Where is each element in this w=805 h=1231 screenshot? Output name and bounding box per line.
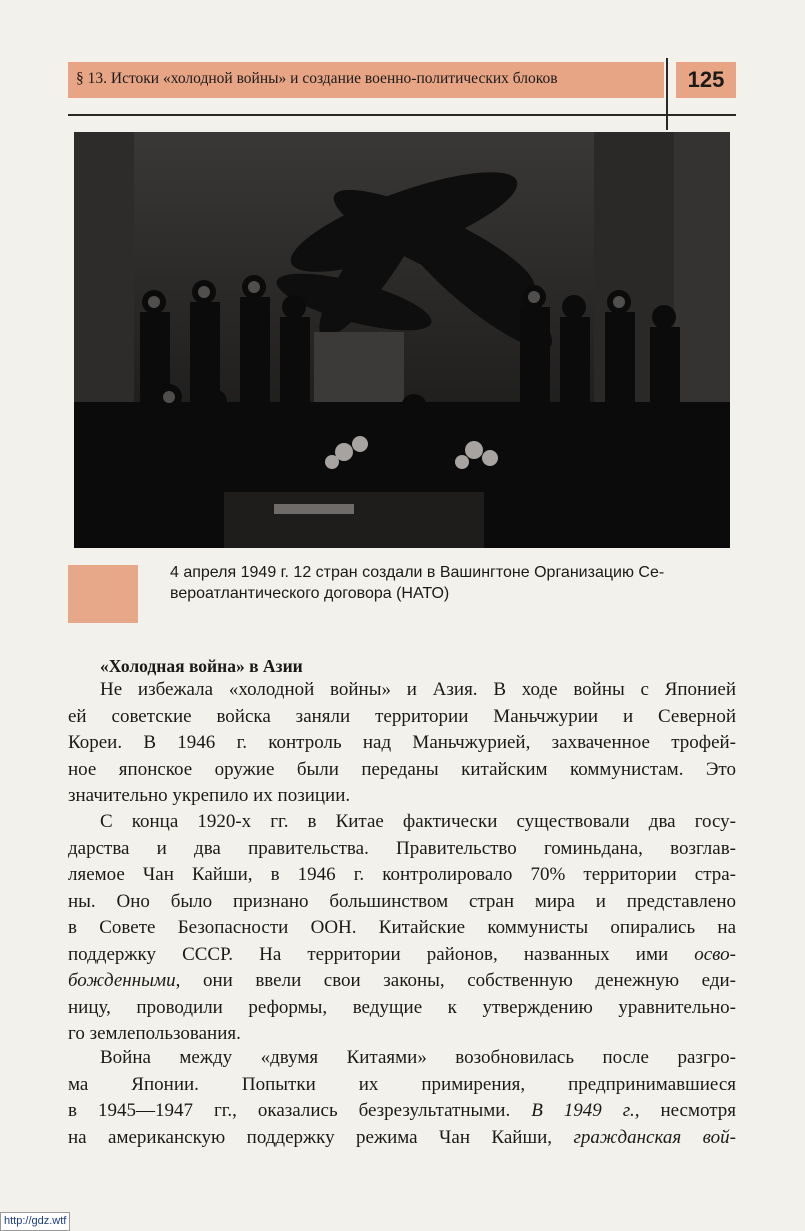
site-link[interactable]: http://gdz.wtf <box>0 1212 70 1231</box>
italic-term: осво- <box>694 943 736 965</box>
header-divider <box>666 58 668 130</box>
section-heading: «Холодная война» в Азии <box>100 656 303 676</box>
photo-nato-signing <box>74 132 730 548</box>
text-fragment: в 1945—1947 гг., оказались безрезультатными. <box>68 1100 511 1121</box>
text-line: в Совете Безопасности ООН. Китайские коммунисты опирались на <box>68 917 736 938</box>
text-fragment: несмотря <box>639 1100 736 1121</box>
text-line: ницу, проводили реформы, ведущие к утверждению уравнительно- <box>68 996 736 1018</box>
text-line: Кореи. В 1946 г. контроль над Маньчжурией, захваченное трофей- <box>68 732 736 753</box>
text-fragment: поддержку СССР. На территории районов, названных ими <box>68 943 669 965</box>
italic-term: В 1949 г., <box>531 1100 640 1121</box>
header-rule <box>68 114 736 116</box>
italic-term: божденными <box>68 970 176 991</box>
paragraph-2 <box>68 809 736 1048</box>
text-line: ма Японии. Попытки их примирения, предпринимавшиеся <box>68 1073 736 1095</box>
text-line <box>68 968 736 995</box>
italic-term: гражданская вой- <box>573 1126 736 1148</box>
caption-line: вероатлантического договора (НАТО) <box>170 585 450 602</box>
caption-marker <box>68 565 138 623</box>
page-number: 125 <box>687 67 725 92</box>
text-fragment: , они ввели свои законы, собственную денежную еди- <box>175 970 736 991</box>
paragraph-3 <box>68 1045 736 1151</box>
text-line <box>68 1098 736 1125</box>
text-line: С конца 1920-х гг. в Китае фактически существовали два госу- <box>100 811 736 832</box>
text-line: дарства и два правительства. Правительство гоминьдана, возглав- <box>68 837 736 859</box>
text-fragment: на американскую поддержку режима Чан Кайши, <box>68 1126 552 1148</box>
text-line: ны. Оно было признано большинством стран мира и представлено <box>68 890 736 912</box>
text-line <box>68 942 736 969</box>
text-line: значительно укрепило их позиции. <box>68 785 351 806</box>
photo-caption <box>170 562 736 604</box>
running-header: § 13. Истоки «холодной войны» и создание военно-политических блоков <box>76 70 558 87</box>
text-line: Война между «двумя Китаями» возобновилась после разгро- <box>100 1047 736 1068</box>
caption-line: 4 апреля 1949 г. 12 стран создали в Вашингтоне Организацию Се- <box>170 564 665 581</box>
text-line: го землепользования. <box>68 1023 241 1044</box>
text-line: Не избежала «холодной войны» и Азия. В ходе войны с Японией <box>100 679 736 700</box>
text-line: ное японское оружие были переданы китайским коммунистам. Это <box>68 758 736 780</box>
text-line <box>68 1125 736 1152</box>
paragraph-1 <box>68 677 736 810</box>
text-line: ляемое Чан Кайши, в 1946 г. контролировало 70% территории стра- <box>68 864 736 885</box>
text-line: ей советские войска заняли территории Маньчжурии и Северной <box>68 705 736 727</box>
